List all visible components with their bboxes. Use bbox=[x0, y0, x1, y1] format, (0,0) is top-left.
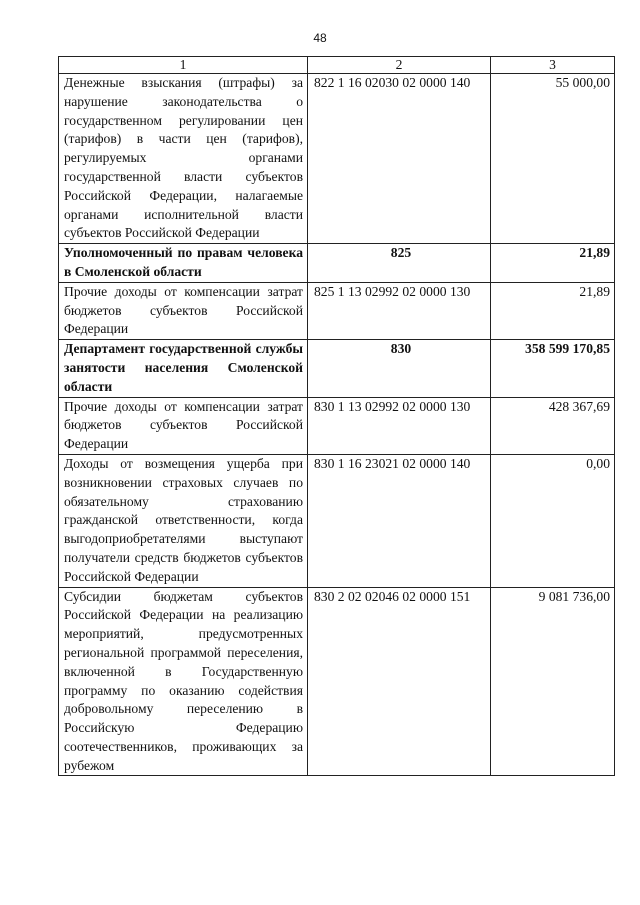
column-header-2: 2 bbox=[308, 57, 491, 74]
budget-code-cell: 825 1 13 02992 02 0000 130 bbox=[308, 282, 491, 339]
amount-cell: 0,00 bbox=[491, 454, 615, 587]
table-row bbox=[59, 74, 615, 244]
table-row bbox=[59, 282, 615, 339]
table-row bbox=[59, 397, 615, 454]
revenue-name-cell: Доходы от возмещения ущерба при возникновении страховых случаев по обязательному страхованию гражданской ответственности, когда выгодоприобретателями выступают получатели средств бюджетов субъектов Российской Федерации bbox=[59, 454, 308, 587]
header-row bbox=[59, 57, 615, 74]
revenue-name-cell: Прочие доходы от компенсации затрат бюджетов субъектов Российской Федерации bbox=[59, 282, 308, 339]
page-number: 48 bbox=[313, 31, 327, 45]
column-header-3: 3 bbox=[491, 57, 615, 74]
amount-cell: 9 081 736,00 bbox=[491, 587, 615, 776]
amount-cell: 55 000,00 bbox=[491, 74, 615, 244]
revenue-name-cell: Департамент государственной службы занятости населения Смоленской области bbox=[59, 340, 308, 397]
budget-code-cell: 830 1 16 23021 02 0000 140 bbox=[308, 454, 491, 587]
column-header-1: 1 bbox=[59, 57, 308, 74]
budget-revenue-table bbox=[58, 56, 615, 776]
table-row bbox=[59, 587, 615, 776]
budget-code-cell: 830 2 02 02046 02 0000 151 bbox=[308, 587, 491, 776]
budget-code-cell: 825 bbox=[308, 244, 491, 283]
table-row bbox=[59, 454, 615, 587]
revenue-name-cell: Уполномоченный по правам человека в Смоленской области bbox=[59, 244, 308, 283]
revenue-name-cell: Прочие доходы от компенсации затрат бюджетов субъектов Российской Федерации bbox=[59, 397, 308, 454]
amount-cell: 358 599 170,85 bbox=[491, 340, 615, 397]
budget-code-cell: 830 bbox=[308, 340, 491, 397]
budget-code-cell: 822 1 16 02030 02 0000 140 bbox=[308, 74, 491, 244]
amount-cell: 428 367,69 bbox=[491, 397, 615, 454]
budget-code-cell: 830 1 13 02992 02 0000 130 bbox=[308, 397, 491, 454]
amount-cell: 21,89 bbox=[491, 282, 615, 339]
revenue-name-cell: Субсидии бюджетам субъектов Российской Федерации на реализацию мероприятий, предусмотренных региональной программой переселения, включенной в Государственную программу по оказанию содействия добровольному переселению в Российскую Федерацию соотечественников, проживающих за рубежом bbox=[59, 587, 308, 776]
table-row bbox=[59, 340, 615, 397]
revenue-name-cell: Денежные взыскания (штрафы) за нарушение законодательства о государственном регулировании цен (тарифов) в части цен (тарифов), регулируемых органами государственной власти субъектов Российской Федерации, налагаемые органами исполнительной власти субъектов Российской Федерации bbox=[59, 74, 308, 244]
table-row bbox=[59, 244, 615, 283]
amount-cell: 21,89 bbox=[491, 244, 615, 283]
